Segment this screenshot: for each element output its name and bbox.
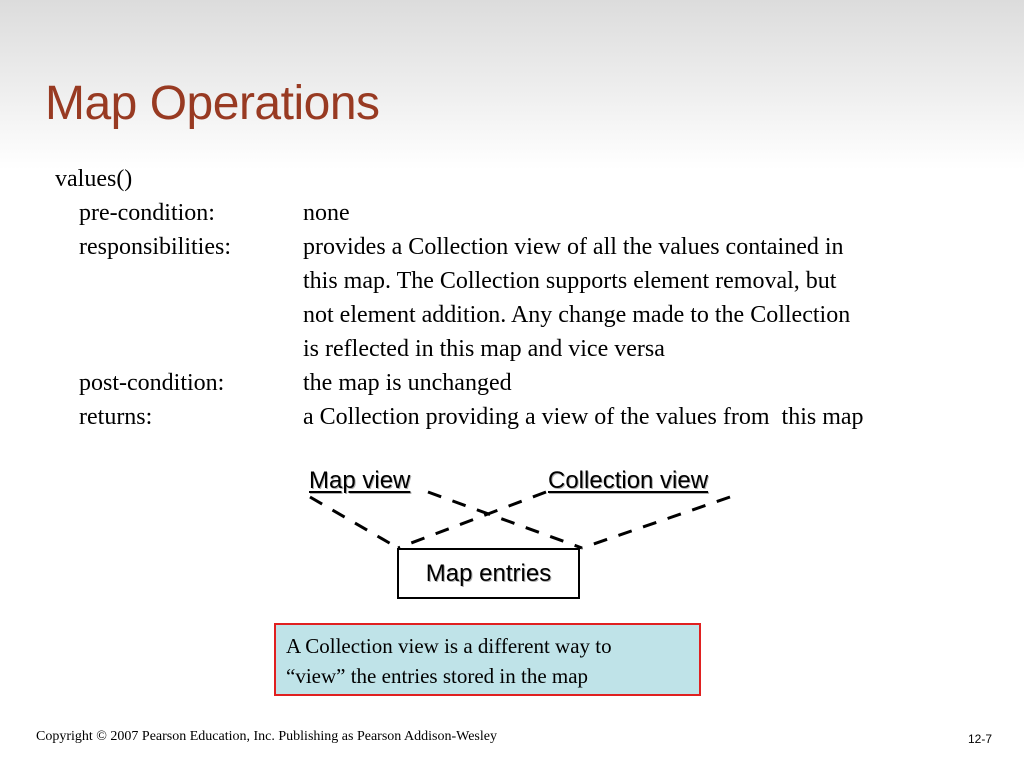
map-view-to-entries-connector	[310, 497, 398, 548]
map-view-to-entries-connector	[428, 492, 582, 548]
method-name: values()	[55, 166, 133, 192]
responsibilities-label: responsibilities:	[79, 234, 231, 260]
map-entries-box	[397, 548, 580, 599]
copyright-footer: Copyright © 2007 Pearson Education, Inc. Publishing as Pearson Addison-Wesley	[36, 729, 497, 744]
page-number: 12-7	[968, 732, 993, 746]
collection-view-to-entries-connector	[582, 497, 730, 548]
returns-label: returns:	[79, 404, 153, 430]
responsibilities-line: is reflected in this map and vice versa	[303, 336, 665, 362]
responsibilities-line: not element addition. Any change made to the Collection	[303, 302, 851, 328]
note-line: “view” the entries stored in the map	[286, 664, 589, 688]
collection-view-label: Collection view	[548, 467, 709, 494]
responsibilities-line: this map. The Collection supports element removal, but	[303, 268, 837, 294]
responsibilities-line: provides a Collection view of all the values contained in	[303, 234, 844, 260]
post-condition-label: post-condition:	[79, 370, 225, 396]
note-line: A Collection view is a different way to	[286, 634, 612, 658]
note-callout	[274, 623, 701, 696]
map-entries-label: Map entries	[425, 559, 552, 587]
returns-value: a Collection providing a view of the values from this map	[303, 404, 864, 430]
pre-condition-value: none	[303, 200, 350, 226]
map-view-label: Map view	[309, 467, 411, 494]
slide-title: Map Operations	[45, 77, 380, 130]
pre-condition-label: pre-condition:	[79, 200, 215, 226]
collection-view-to-entries-connector	[398, 492, 546, 548]
post-condition-value: the map is unchanged	[303, 370, 512, 396]
